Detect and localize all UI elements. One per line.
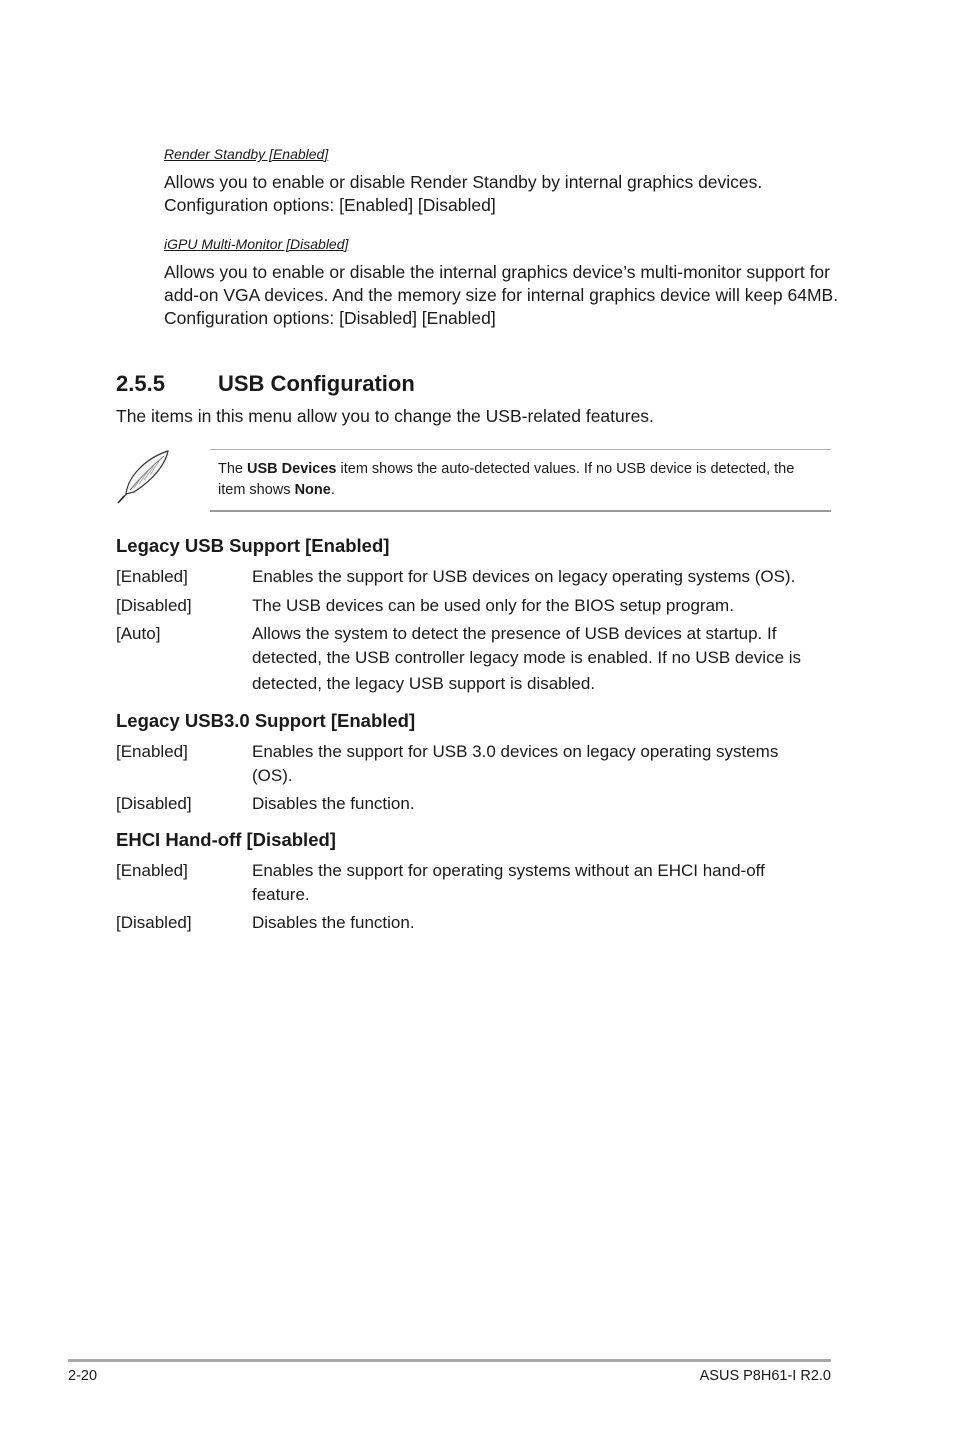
legacy-usb-opt3-line1: Allows the system to detect the presence of USB devices at startup. If bbox=[252, 624, 777, 643]
note-bold-usb-devices: USB Devices bbox=[247, 461, 337, 477]
ehci-opt1-line2: feature. bbox=[252, 885, 310, 904]
igpu-multi-monitor-label: iGPU Multi-Monitor [Disabled] bbox=[164, 236, 349, 252]
ehci-opt2-key: [Disabled] bbox=[116, 913, 192, 932]
legacy-usb3-opt1-key: [Enabled] bbox=[116, 742, 188, 761]
ehci-opt1-key: [Enabled] bbox=[116, 861, 188, 880]
legacy-usb3-opt2-key: [Disabled] bbox=[116, 794, 192, 813]
section-number: 2.5.5 bbox=[116, 371, 165, 396]
legacy-usb-opt3-line2: detected, the USB controller legacy mode is enabled. If no USB device is bbox=[252, 648, 802, 667]
note-bold-none: None bbox=[294, 482, 331, 498]
feather-pen-icon bbox=[112, 448, 174, 506]
igpu-desc-line3: Configuration options: [Disabled] [Enabled] bbox=[164, 308, 496, 328]
igpu-desc-line1: Allows you to enable or disable the internal graphics device’s multi-monitor support for bbox=[164, 262, 830, 282]
note-text-a: The bbox=[218, 461, 248, 477]
footer-page-number: 2-20 bbox=[68, 1368, 98, 1384]
legacy-usb3-heading: Legacy USB3.0 Support [Enabled] bbox=[116, 710, 416, 731]
legacy-usb3-opt2-desc: Disables the function. bbox=[252, 794, 415, 813]
render-standby-desc-line2: Configuration options: [Enabled] [Disabled] bbox=[164, 195, 496, 215]
ehci-heading: EHCI Hand-off [Disabled] bbox=[116, 829, 336, 850]
ehci-opt2-desc: Disables the function. bbox=[252, 913, 415, 932]
note-line2 bbox=[218, 480, 335, 501]
legacy-usb-heading: Legacy USB Support [Enabled] bbox=[116, 535, 390, 556]
legacy-usb3-opt1-line2: (OS). bbox=[252, 766, 293, 785]
note-text-b: item shows the auto-detected values. If no USB device is detected, the bbox=[336, 461, 795, 477]
section-title: USB Configuration bbox=[218, 371, 415, 396]
legacy-usb-opt1-key: [Enabled] bbox=[116, 567, 188, 586]
note-text-c: item shows bbox=[218, 482, 295, 498]
igpu-desc-line2: add-on VGA devices. And the memory size for internal graphics device will keep 64MB. bbox=[164, 285, 839, 305]
legacy-usb-opt2-desc: The USB devices can be used only for the BIOS setup program. bbox=[252, 596, 734, 615]
render-standby-desc-line1: Allows you to enable or disable Render Standby by internal graphics devices. bbox=[164, 172, 763, 192]
legacy-usb-opt3-key: [Auto] bbox=[116, 624, 161, 643]
footer-rule bbox=[68, 1359, 831, 1362]
note-text-d: . bbox=[330, 482, 335, 498]
note-line1 bbox=[218, 459, 794, 480]
legacy-usb-opt1-desc: Enables the support for USB devices on legacy operating systems (OS). bbox=[252, 567, 796, 586]
render-standby-label: Render Standby [Enabled] bbox=[164, 146, 329, 162]
legacy-usb-opt3-line3: detected, the legacy USB support is disabled. bbox=[252, 674, 596, 693]
legacy-usb-opt2-key: [Disabled] bbox=[116, 596, 192, 615]
footer-model: ASUS P8H61-I R2.0 bbox=[699, 1368, 831, 1384]
legacy-usb3-opt1-line1: Enables the support for USB 3.0 devices on legacy operating systems bbox=[252, 742, 779, 761]
section-intro: The items in this menu allow you to change the USB-related features. bbox=[116, 406, 654, 426]
ehci-opt1-line1: Enables the support for operating systems without an EHCI hand-off bbox=[252, 861, 765, 880]
